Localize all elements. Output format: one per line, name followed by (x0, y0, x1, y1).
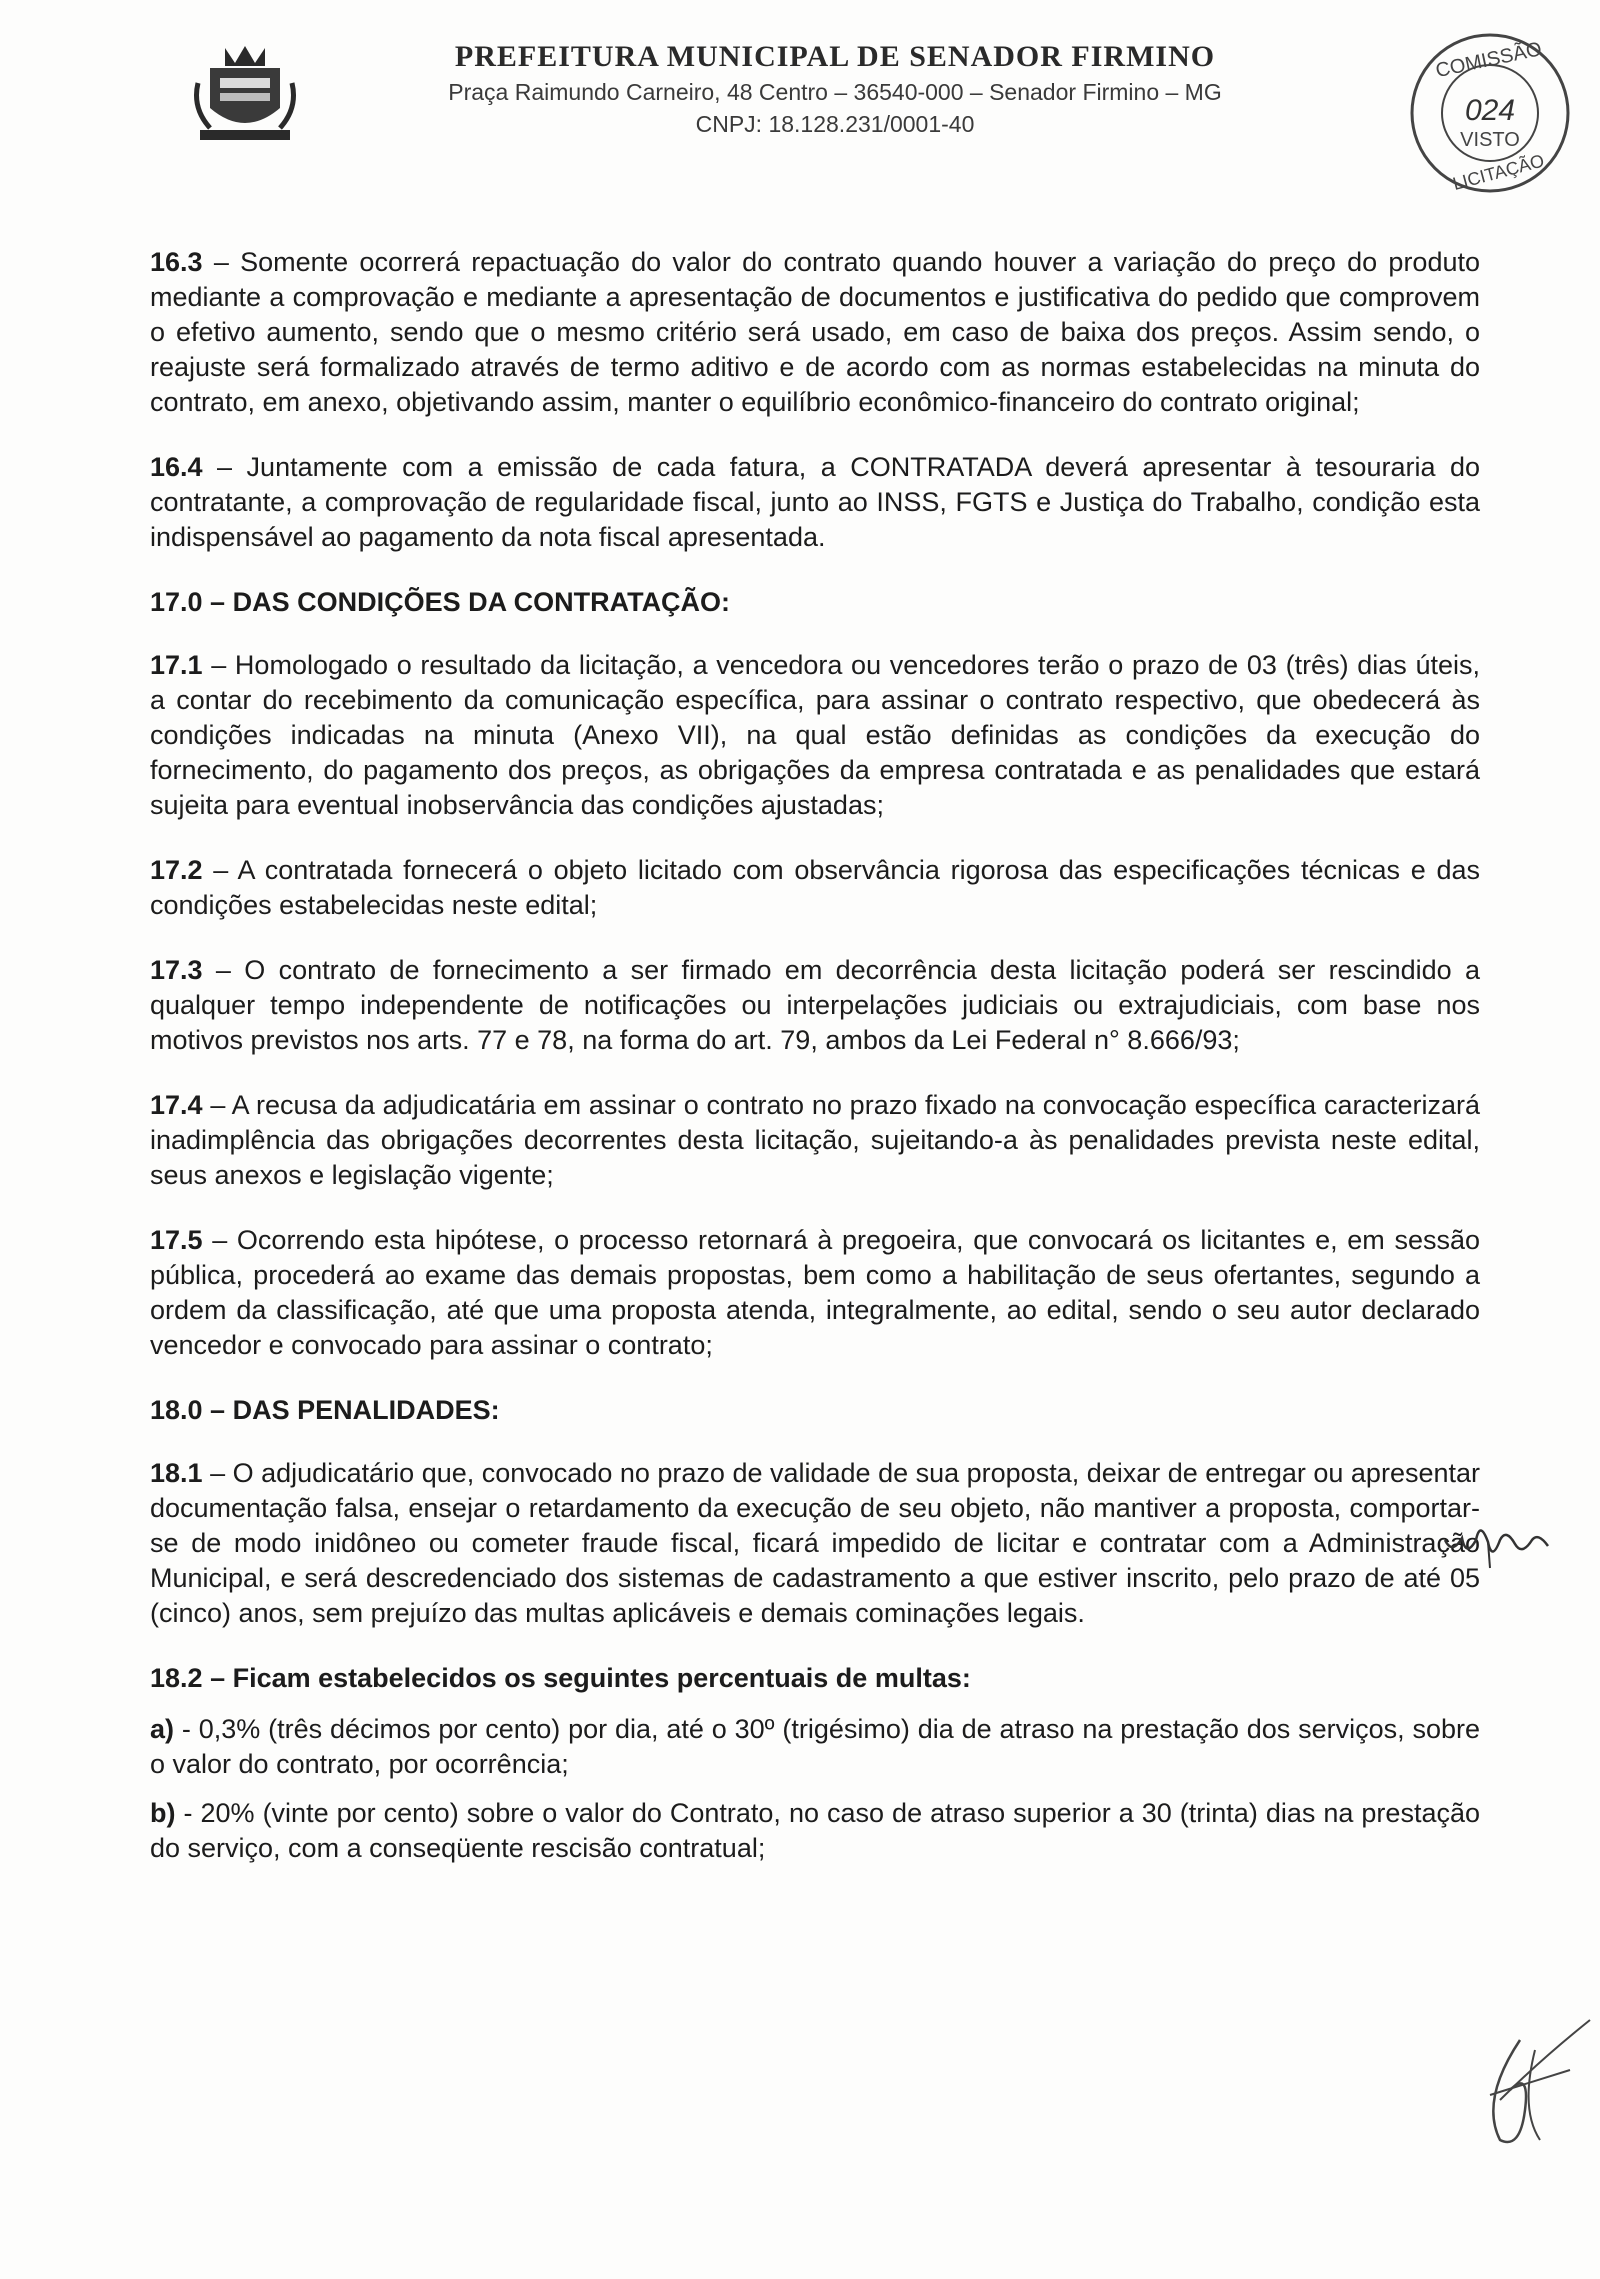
stamp-middle-text: VISTO (1460, 129, 1520, 151)
clause-text: – Juntamente com a emissão de cada fatura, a CONTRATADA deverá apresentar à tesouraria do contratante, a comprovação de regularidade fiscal, junto ao INSS, FGTS e Justiça do Trabalho, condição esta indispensável ao pagamento da nota fiscal apresentada. (150, 452, 1480, 552)
clause-paragraph (150, 1661, 1480, 1696)
clause-paragraph (150, 245, 1480, 420)
clause-text: - 0,3% (três décimos por cento) por dia, até o 30º (trigésimo) dia de atraso na prestação dos serviços, sobre o valor do contrato, por ocorrência; (150, 1714, 1480, 1779)
clause-paragraph (150, 853, 1480, 923)
clause-text: – Somente ocorrerá repactuação do valor do contrato quando houver a variação do preço do produto mediante a comprovação e mediante a apresentação de documentos e justificativa do pedido que comprovem o efetivo aumento, sendo que o mesmo critério será usado, em caso de baixa dos preços. Assim sendo, o reajuste será formalizado através de termo aditivo e de acordo com as normas estabelecidas na minuta do contrato, em anexo, objetivando assim, manter o equilíbrio econômico-financeiro do contrato original; (150, 247, 1480, 417)
commission-stamp (1405, 28, 1575, 198)
clause-number: 16.3 (150, 247, 203, 277)
clause-paragraph (150, 1712, 1480, 1782)
letterhead (190, 30, 1450, 150)
clause-text: – O contrato de fornecimento a ser firmado em decorrência desta licitação poderá ser rescindido a qualquer tempo independente de notificações ou interpelações judiciais ou extrajudiciais, com base nos motivos previstos nos arts. 77 e 78, na forma do art. 79, ambos da Lei Federal n° 8.666/93; (150, 955, 1480, 1055)
clause-text: - 20% (vinte por cento) sobre o valor do Contrato, no caso de atraso superior a 30 (trinta) dias na prestação do serviço, com a conseqüente rescisão contratual; (150, 1798, 1480, 1863)
clause-paragraph (150, 1796, 1480, 1866)
handwritten-signature (1460, 2010, 1600, 2160)
clause-paragraph (150, 1088, 1480, 1193)
clause-number: 18.1 (150, 1458, 203, 1488)
document-body (150, 245, 1480, 1896)
municipality-title: PREFEITURA MUNICIPAL DE SENADOR FIRMINO (454, 40, 1216, 73)
clause-text: – Homologado o resultado da licitação, a vencedora ou vencedores terão o prazo de 03 (três) dias úteis, a contar do recebimento da comunicação específica, para assinar o contrato respectivo, que obedecerá às condições indicadas na minuta (Anexo VII), na qual estão definidas as condições da execução do fornecimento, do pagamento dos preços, as obrigações da empresa contratada e as penalidades que estará sujeita para eventual inobservância das condições ajustadas; (150, 650, 1480, 820)
clause-paragraph (150, 1456, 1480, 1631)
clause-number: 17.5 (150, 1225, 203, 1255)
municipal-crest-icon (190, 38, 300, 148)
clause-number: a) (150, 1714, 175, 1744)
clause-paragraph (150, 450, 1480, 555)
section-heading: 17.0 – DAS CONDIÇÕES DA CONTRATAÇÃO: (150, 587, 731, 617)
clause-paragraph (150, 648, 1480, 823)
cnpj-line: CNPJ: 18.128.231/0001-40 (695, 111, 975, 137)
stamp-bottom-text: LICITAÇÃO (1450, 150, 1547, 194)
clause-number: 17.3 (150, 955, 203, 985)
letterhead-text (330, 30, 1340, 142)
clause-text: – A contratada fornecerá o objeto licitado com observância rigorosa das especificações técnicas e das condições estabelecidas neste edital; (150, 855, 1480, 920)
clause-text: – O adjudicatário que, convocado no prazo de validade de sua proposta, deixar de entregar ou apresentar documentação falsa, ensejar o retardamento da execução de seu objeto, não mantiver a proposta, comportar-se de modo inidôneo ou cometer fraude fiscal, ficará impedido de licitar e contratar com a Administração Municipal, e será descredenciado dos sistemas de cadastramento a que estiver inscrito, pelo prazo de até 05 (cinco) anos, sem prejuízo das multas aplicáveis e demais cominações legais. (150, 1458, 1480, 1628)
address-line: Praça Raimundo Carneiro, 48 Centro – 36540-000 – Senador Firmino – MG (448, 79, 1222, 105)
clause-paragraph (150, 1223, 1480, 1363)
section-heading: 18.0 – DAS PENALIDADES: (150, 1395, 500, 1425)
clause-text: – Ficam estabelecidos os seguintes percentuais de multas: (202, 1663, 971, 1693)
clause-text: – A recusa da adjudicatária em assinar o contrato no prazo fixado na convocação específica caracterizará inadimplência das obrigações decorrentes desta licitação, sujeitando-a às penalidades prevista neste edital, seus anexos e legislação vigente; (150, 1090, 1480, 1190)
stamp-number: 024 (1464, 94, 1516, 127)
clause-number: 17.2 (150, 855, 203, 885)
clause-number: 16.4 (150, 452, 203, 482)
initials-rubric (1440, 1500, 1560, 1570)
clause-number: 17.1 (150, 650, 203, 680)
clause-text: – Ocorrendo esta hipótese, o processo retornará à pregoeira, que convocará os licitantes e, em sessão pública, procederá ao exame das demais propostas, bem como a habilitação de seus ofertantes, segundo a ordem da classificação, até que uma proposta atenda, integralmente, ao edital, sendo o seu autor declarado vencedor e convocado para assinar o contrato; (150, 1225, 1480, 1360)
clause-number: b) (150, 1798, 176, 1828)
clause-number: 18.2 (150, 1663, 203, 1693)
stamp-top-text: COMISSÃO (1433, 38, 1544, 83)
clause-number: 17.4 (150, 1090, 203, 1120)
clause-paragraph (150, 953, 1480, 1058)
